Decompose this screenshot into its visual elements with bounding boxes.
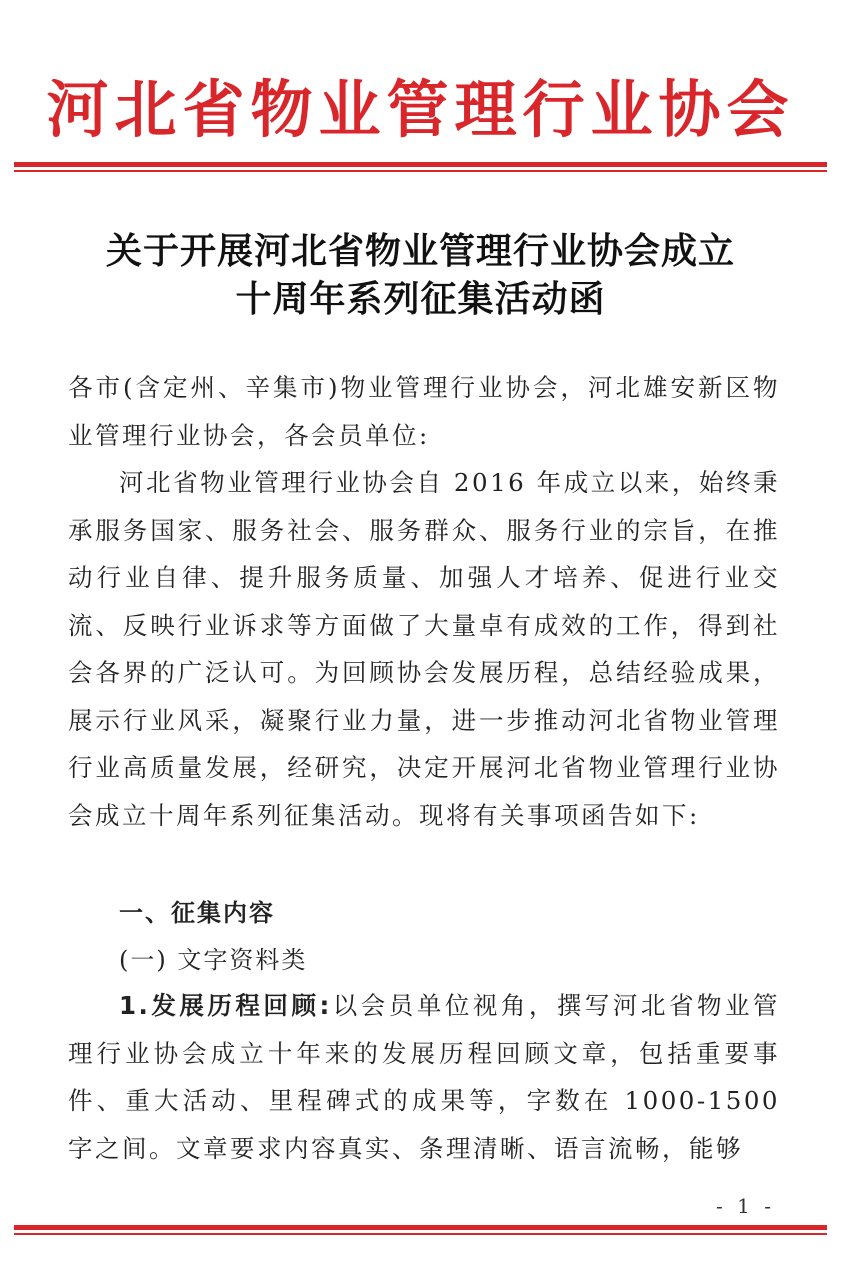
salutation: 各市(含定州、辛集市)物业管理行业协会，河北雄安新区物业管理行业协会，各会员单位: — [68, 373, 780, 450]
item-text: 以会员单位视角，撰写河北省物业管理行业协会成立十年来的发展历程回顾文章，包括重要事件、重大活动、里程碑式的成果等，字数在 1000-1500 字之间。文章要求内容真实、条理清晰、语言流畅，能够 — [68, 991, 781, 1163]
document-body — [68, 364, 780, 839]
item-paragraph — [68, 982, 780, 1172]
footer-rule-thin — [14, 1233, 827, 1235]
document-title-line1: 关于开展河北省物业管理行业协会成立 — [105, 231, 735, 272]
item-title: 1.发展历程回顾: — [119, 991, 332, 1020]
subsection-heading: (一) 文字资料类 — [119, 946, 308, 974]
letterhead-org-name: 河北省物业管理行业协会 — [46, 73, 795, 146]
letterhead-rule-thin — [14, 170, 827, 172]
document-title-line2: 十周年系列征集活动函 — [235, 279, 606, 320]
section-heading: 一、征集内容 — [119, 899, 275, 927]
letterhead-rule-thick — [14, 162, 827, 167]
page-number: - 1 - — [716, 1194, 775, 1218]
footer-rule-thick — [14, 1225, 827, 1230]
intro-paragraph: 河北省物业管理行业协会自 2016 年成立以来，始终秉承服务国家、服务社会、服务群众、服务行业的宗旨，在推动行业自律、提升服务质量、加强人才培养、促进行业交流、反映行业诉求等方面做了大量卓有成效的工作，得到社会各界的广泛认可。为回顾协会发展历程，总结经验成果，展示行业风采，凝聚行业力量，进一步推动河北省物业管理行业高质量发展，经研究，决定开展河北省物业管理行业协会成立十周年系列征集活动。现将有关事项函告如下: — [68, 468, 780, 830]
